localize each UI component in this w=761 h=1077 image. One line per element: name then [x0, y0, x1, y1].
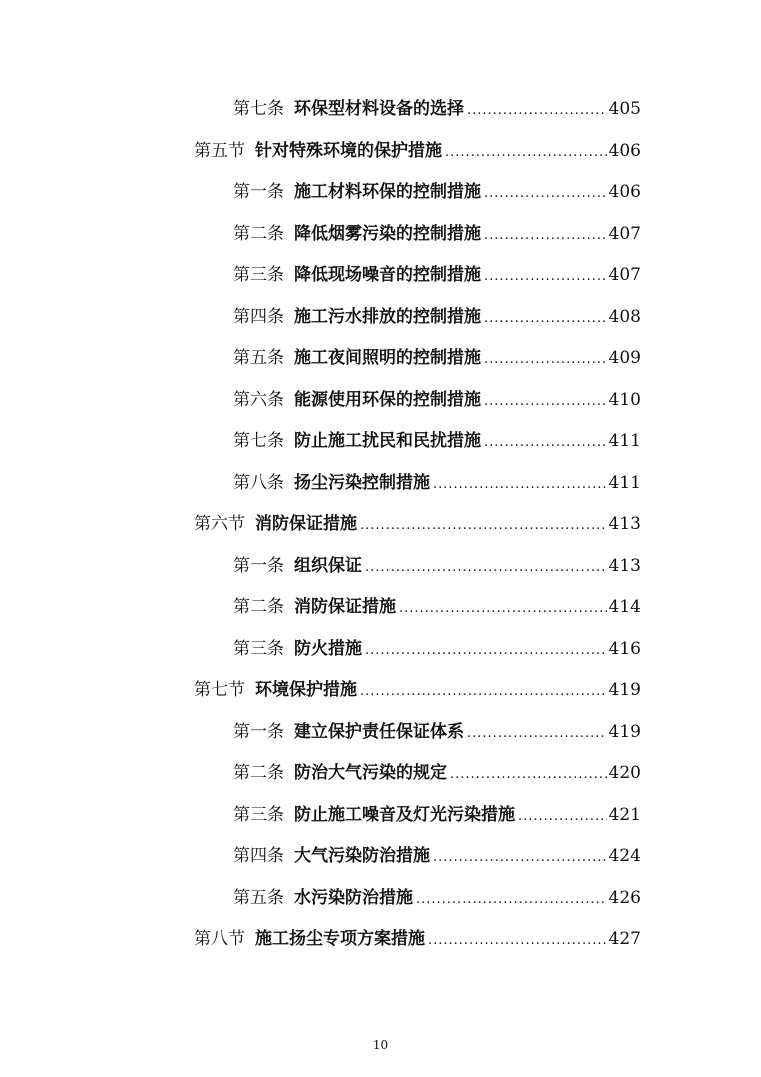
- toc-entry-number: 第五条: [233, 888, 284, 908]
- toc-entry-page: 426: [608, 888, 641, 908]
- toc-entry[interactable]: [233, 800, 641, 830]
- toc-entry-number: 第一条: [233, 722, 284, 742]
- dot-leader: [467, 96, 607, 126]
- toc-entry-number: 第四条: [233, 846, 284, 866]
- dot-leader: [445, 138, 607, 168]
- toc-entry-title: 环保型材料设备的选择: [294, 99, 464, 119]
- toc-entry-title: 施工材料环保的控制措施: [294, 182, 481, 202]
- dot-leader: [484, 304, 607, 334]
- dot-leader: [399, 594, 607, 624]
- dot-leader: [467, 719, 607, 749]
- dot-leader: [484, 345, 607, 375]
- toc-entry-title: 大气污染防治措施: [294, 846, 430, 866]
- toc-entry-title: 环境保护措施: [255, 680, 357, 700]
- toc-entry-number: 第三条: [233, 639, 284, 659]
- toc-entry-title: 防止施工噪音及灯光污染措施: [294, 805, 515, 825]
- toc-entry-number: 第二条: [233, 224, 284, 244]
- toc-entry-page: 408: [608, 307, 641, 327]
- toc-entry-number: 第二条: [233, 763, 284, 783]
- toc-entry-number: 第三条: [233, 805, 284, 825]
- toc-entry[interactable]: [194, 924, 641, 954]
- dot-leader: [518, 802, 607, 832]
- dot-leader: [450, 760, 607, 790]
- toc-entry[interactable]: [233, 592, 641, 622]
- toc-entry-page: 406: [608, 182, 641, 202]
- toc-entry-title: 降低烟雾污染的控制措施: [294, 224, 481, 244]
- toc-entry[interactable]: [233, 841, 641, 871]
- toc-entry-number: 第五节: [194, 141, 245, 161]
- toc-entry-title: 防止施工扰民和民扰措施: [294, 431, 481, 451]
- toc-entry-title: 施工夜间照明的控制措施: [294, 348, 481, 368]
- dot-leader: [365, 636, 607, 666]
- dot-leader: [360, 677, 607, 707]
- toc-entry-title: 施工扬尘专项方案措施: [255, 929, 425, 949]
- toc-entry-page: 410: [608, 390, 641, 410]
- dot-leader: [365, 553, 607, 583]
- page-number: 10: [372, 1038, 389, 1052]
- toc-entry-page: 413: [608, 556, 641, 576]
- dot-leader: [433, 843, 607, 873]
- toc-entry-number: 第五条: [233, 348, 284, 368]
- dot-leader: [484, 262, 607, 292]
- toc-entry-title: 水污染防治措施: [294, 888, 413, 908]
- toc-entry[interactable]: [233, 94, 641, 124]
- toc-entry-number: 第六节: [194, 514, 245, 534]
- toc-entry-title: 扬尘污染控制措施: [294, 473, 430, 493]
- toc-entry-title: 消防保证措施: [255, 514, 357, 534]
- toc-entry-number: 第六条: [233, 390, 284, 410]
- dot-leader: [484, 387, 607, 417]
- toc-entry[interactable]: [194, 136, 641, 166]
- toc-entry[interactable]: [233, 177, 641, 207]
- toc-entry-title: 施工污水排放的控制措施: [294, 307, 481, 327]
- dot-leader: [433, 470, 607, 500]
- dot-leader: [416, 885, 607, 915]
- toc-entry[interactable]: [194, 509, 641, 539]
- dot-leader: [428, 926, 607, 956]
- toc-entry-number: 第二条: [233, 597, 284, 617]
- toc-entry-number: 第四条: [233, 307, 284, 327]
- toc-entry-page: 406: [608, 141, 641, 161]
- toc-entry-number: 第七条: [233, 431, 284, 451]
- toc-entry[interactable]: [233, 219, 641, 249]
- toc-entry-page: 420: [608, 763, 641, 783]
- toc-entry[interactable]: [233, 426, 641, 456]
- toc-entry[interactable]: [233, 468, 641, 498]
- toc-entry[interactable]: [233, 343, 641, 373]
- toc-entry-title: 能源使用环保的控制措施: [294, 390, 481, 410]
- toc-entry-title: 针对特殊环境的保护措施: [255, 141, 442, 161]
- toc-entry-page: 411: [608, 473, 641, 493]
- dot-leader: [484, 221, 607, 251]
- toc-entry-page: 419: [608, 680, 641, 700]
- toc-entry-page: 416: [608, 639, 641, 659]
- toc-entry-title: 防治大气污染的规定: [294, 763, 447, 783]
- dot-leader: [484, 428, 607, 458]
- toc-entry-number: 第八节: [194, 929, 245, 949]
- dot-leader: [360, 511, 607, 541]
- toc-entry-title: 防火措施: [294, 639, 362, 659]
- toc-entry-page: 427: [608, 929, 641, 949]
- toc-entry-page: 413: [608, 514, 641, 534]
- toc-entry-page: 424: [608, 846, 641, 866]
- toc-entry-page: 407: [608, 224, 641, 244]
- toc-entry-title: 降低现场噪音的控制措施: [294, 265, 481, 285]
- toc-entry-title: 组织保证: [294, 556, 362, 576]
- dot-leader: [484, 179, 607, 209]
- toc-entry[interactable]: [233, 758, 641, 788]
- toc-entry[interactable]: [233, 260, 641, 290]
- toc-entry[interactable]: [233, 551, 641, 581]
- toc-entry-page: 411: [608, 431, 641, 451]
- toc-entry[interactable]: [233, 634, 641, 664]
- toc-entry-title: 建立保护责任保证体系: [294, 722, 464, 742]
- toc-entry-number: 第一条: [233, 556, 284, 576]
- toc-entry[interactable]: [233, 385, 641, 415]
- toc-entry-title: 消防保证措施: [294, 597, 396, 617]
- toc-entry-page: 405: [608, 99, 641, 119]
- toc-entry[interactable]: [194, 675, 641, 705]
- toc-entry-number: 第七节: [194, 680, 245, 700]
- toc-entry[interactable]: [233, 883, 641, 913]
- toc-entry-page: 414: [608, 597, 641, 617]
- toc-entry-page: 419: [608, 722, 641, 742]
- toc-entry-page: 407: [608, 265, 641, 285]
- toc-entry-number: 第一条: [233, 182, 284, 202]
- toc-entry-number: 第七条: [233, 99, 284, 119]
- toc-entry-number: 第八条: [233, 473, 284, 493]
- toc-entry[interactable]: [233, 302, 641, 332]
- toc-entry-number: 第三条: [233, 265, 284, 285]
- toc-entry[interactable]: [233, 717, 641, 747]
- toc-entry-page: 409: [608, 348, 641, 368]
- toc-entry-page: 421: [608, 805, 641, 825]
